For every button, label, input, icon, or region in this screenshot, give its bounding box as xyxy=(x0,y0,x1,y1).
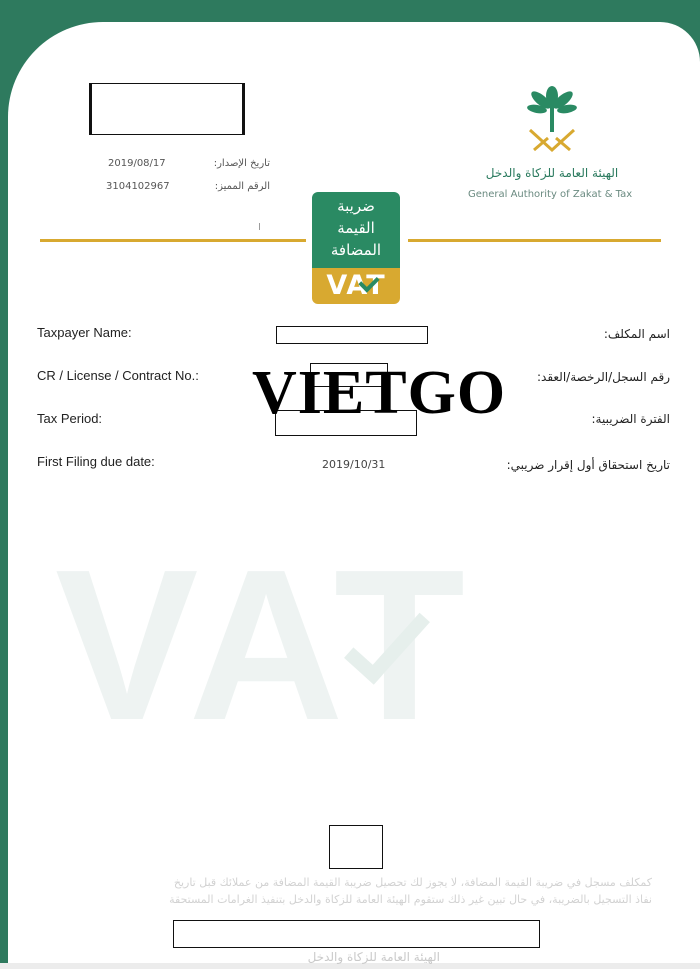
issue-date-value: 2019/08/17 xyxy=(108,158,166,169)
zakat-palm-logo-icon xyxy=(524,84,580,156)
taxpayer-name-label-arabic: اسم المكلف: xyxy=(603,327,670,341)
redacted-bottom-bar xyxy=(173,920,540,948)
vat-badge-english: VAT xyxy=(326,270,386,301)
tax-period-label-arabic: الفترة الضريبية: xyxy=(591,412,670,426)
redacted-stamp-box xyxy=(329,825,383,869)
vietgo-watermark: VIETGO xyxy=(252,359,507,427)
issue-date-label: تاريخ الإصدار: xyxy=(213,158,270,169)
issuer-name-english: General Authority of Zakat & Tax xyxy=(468,189,633,200)
cr-license-label-arabic: رقم السجل/الرخصة/العقد: xyxy=(536,370,670,384)
distinctive-number-value: 3104102967 xyxy=(106,181,170,192)
vat-badge-arabic-line3: المضافة xyxy=(330,241,382,259)
issuer-name-arabic: الهيئة العامة للزكاة والدخل xyxy=(485,166,619,180)
divider-mark: I xyxy=(258,222,261,233)
distinctive-number-label: الرقم المميز: xyxy=(214,181,270,192)
redacted-top-box xyxy=(89,83,245,135)
vat-badge-arabic-line2: القيمة xyxy=(337,219,375,237)
footer-note-line2: نفاذ التسجيل بالضريبة، في حال تبين غير ذلك ستقوم الهيئة العامة للزكاة والدخل بتنفيذ الغرامات المستحقة xyxy=(169,893,652,906)
first-filing-date: 2019/10/31 xyxy=(322,458,386,471)
vat-badge xyxy=(312,192,400,304)
first-filing-label: First Filing due date: xyxy=(37,454,155,469)
footer-note-line1: كمكلف مسجل في ضريبة القيمة المضافة، لا يجوز لك تحصيل ضريبة القيمة المضافة من عملائك قبل تاريخ xyxy=(173,876,652,889)
cr-license-label: CR / License / Contract No.: xyxy=(37,368,199,383)
tax-period-label: Tax Period: xyxy=(37,411,103,426)
header-divider-left xyxy=(40,239,306,242)
first-filing-label-arabic: تاريخ استحقاق أول إقرار ضريبي: xyxy=(506,458,670,472)
taxpayer-name-redacted xyxy=(276,326,428,344)
frame-left-strip xyxy=(0,0,8,969)
taxpayer-name-label: Taxpayer Name: xyxy=(37,325,132,340)
footer-authority-name: الهيئة العامة للزكاة والدخل xyxy=(307,950,440,964)
vat-badge-arabic-line1: ضريبة xyxy=(337,197,375,215)
header-divider-right xyxy=(408,239,661,242)
vat-background-watermark: VAT xyxy=(55,524,472,765)
